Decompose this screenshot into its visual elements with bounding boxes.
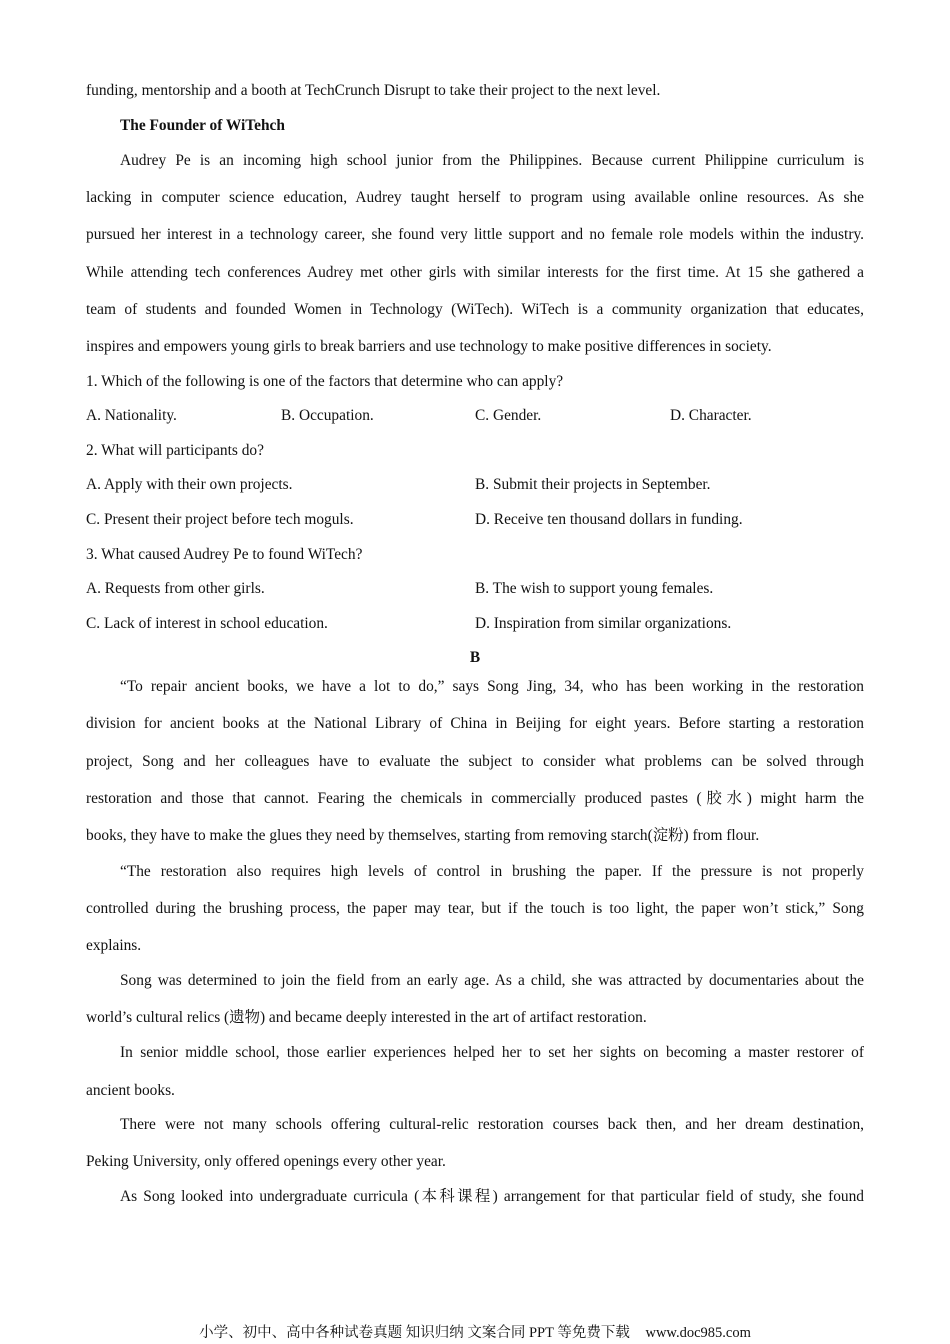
footer-link[interactable]: www.doc985.com	[645, 1325, 751, 1341]
question-option: A. Apply with their own projects.	[86, 476, 293, 493]
paragraph-line: restoration and those that cannot. Fearing the chemicals in commercially produced pastes (胶水) might harm the	[86, 790, 864, 807]
paragraph-line: “The restoration also requires high levels of control in brushing the paper. If the pressure is not properly	[120, 863, 864, 880]
footer-text: 小学、初中、高中各种试卷真题 知识归纳 文案合同 PPT 等免费下载	[199, 1325, 630, 1341]
question-stem: 3. What caused Audrey Pe to found WiTech?	[86, 546, 363, 563]
question-option: D. Inspiration from similar organizations.	[475, 615, 732, 632]
paragraph-line: In senior middle school, those earlier experiences helped her to set her sights on becoming a master restorer of	[120, 1044, 864, 1061]
section-heading: The Founder of WiTehch	[120, 117, 285, 134]
question-option: A. Nationality.	[86, 407, 177, 424]
question-option: D. Receive ten thousand dollars in funding.	[475, 511, 743, 528]
page-footer	[0, 1324, 950, 1342]
paragraph-line: pursued her interest in a technology career, she found very little support and no female role models within the industry.	[86, 226, 864, 243]
question-option: A. Requests from other girls.	[86, 580, 265, 597]
question-stem: 1. Which of the following is one of the factors that determine who can apply?	[86, 373, 564, 390]
paragraph-line: Song was determined to join the field from an early age. As a child, she was attracted by documentaries about the	[120, 972, 864, 989]
question-option: B. The wish to support young females.	[475, 580, 714, 597]
paragraph-line: project, Song and her colleagues have to evaluate the subject to consider what problems can be solved through	[86, 753, 864, 770]
paragraph-line: world’s cultural relics (遗物) and became deeply interested in the art of artifact restoration.	[86, 1009, 647, 1026]
paragraph-line: explains.	[86, 937, 142, 954]
paragraph-line: team of students and founded Women in Technology (WiTech). WiTech is a community organization that educates,	[86, 301, 864, 318]
question-option: C. Present their project before tech moguls.	[86, 511, 354, 528]
question-option: D. Character.	[670, 407, 752, 424]
question-option: C. Lack of interest in school education.	[86, 615, 328, 632]
paragraph-line: As Song looked into undergraduate curricula (本科课程) arrangement for that particular field of study, she found	[120, 1188, 864, 1205]
question-stem: 2. What will participants do?	[86, 442, 264, 459]
question-option: B. Submit their projects in September.	[475, 476, 711, 493]
paragraph-line: division for ancient books at the National Library of China in Beijing for eight years. Before starting a restoration	[86, 715, 864, 732]
paragraph-line: “To repair ancient books, we have a lot to do,” says Song Jing, 34, who has been working in the restoration	[120, 678, 864, 695]
paragraph-line: While attending tech conferences Audrey met other girls with similar interests for the first time. At 15 she gathered a	[86, 264, 864, 281]
paragraph-line: There were not many schools offering cultural-relic restoration courses back then, and her dream destination,	[120, 1116, 864, 1133]
question-option: C. Gender.	[475, 407, 542, 424]
paragraph-line: Audrey Pe is an incoming high school junior from the Philippines. Because current Philippine curriculum is	[120, 152, 864, 169]
question-option: B. Occupation.	[281, 407, 374, 424]
paragraph-line: books, they have to make the glues they need by themselves, starting from removing starch(淀粉) from flour.	[86, 827, 760, 844]
paragraph-line: controlled during the brushing process, the paper may tear, but if the touch is too light, the paper won’t stick,” Song	[86, 900, 864, 917]
passage-a-intro-end: funding, mentorship and a booth at TechCrunch Disrupt to take their project to the next level.	[86, 82, 661, 99]
passage-b-label: B	[469, 649, 481, 666]
paragraph-line: inspires and empowers young girls to break barriers and use technology to make positive differences in society.	[86, 338, 772, 355]
paragraph-line: ancient books.	[86, 1082, 175, 1099]
paragraph-line: Peking University, only offered openings every other year.	[86, 1153, 446, 1170]
paragraph-line: lacking in computer science education, Audrey taught herself to program using available online resources. As she	[86, 189, 864, 206]
